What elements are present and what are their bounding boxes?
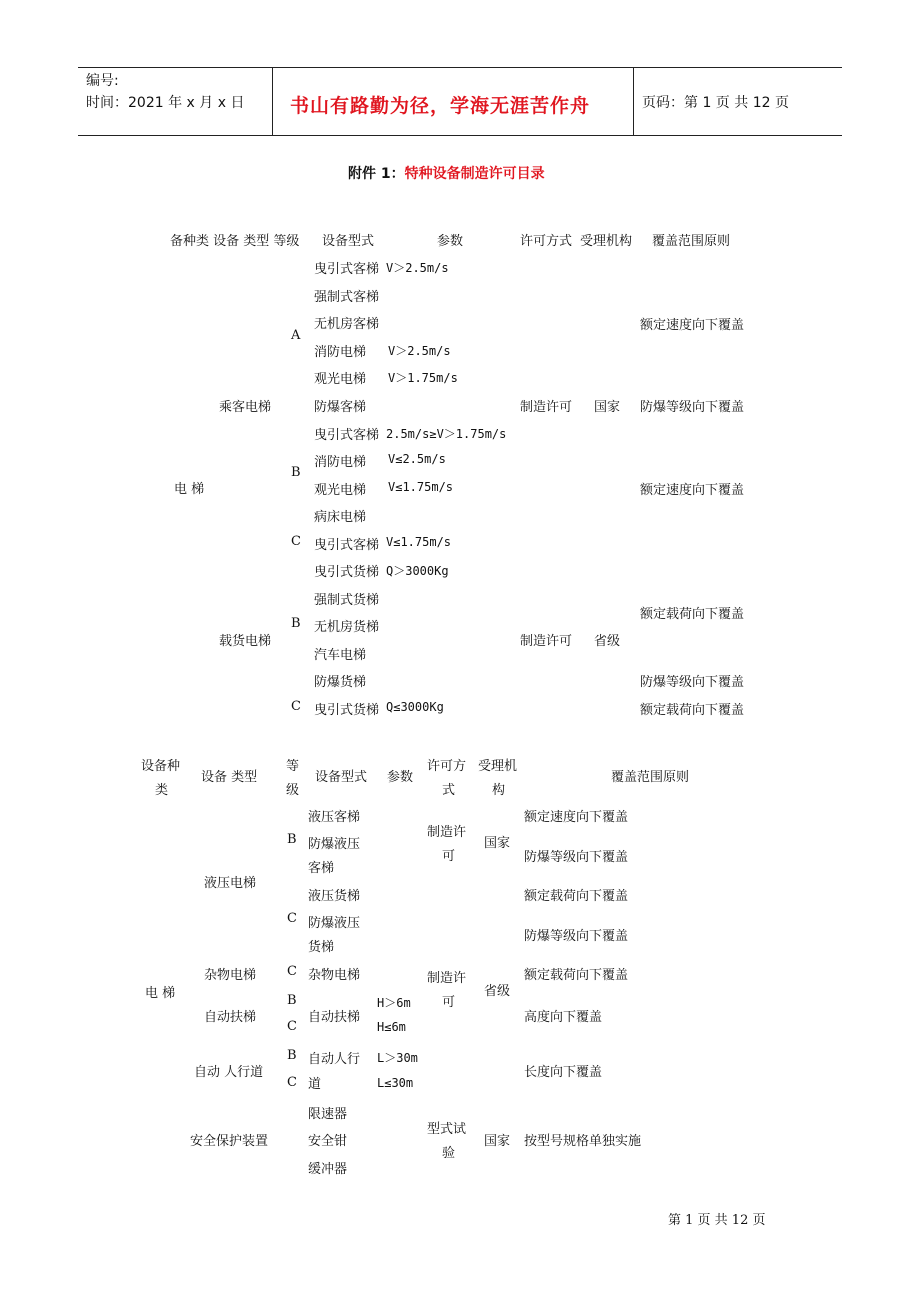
hydraulic-grade-c: C [287, 911, 297, 926]
passenger-cover: 防爆等级向下覆盖 [640, 400, 745, 415]
hydraulic-form: 液压货梯 [308, 889, 361, 904]
passenger-form-row: 消防电梯 [314, 345, 367, 360]
escalator-cover: 高度向下覆盖 [524, 1010, 603, 1025]
hydraulic-agency: 国家 [484, 836, 511, 851]
passenger-param-row: V≤1.75m/s [386, 535, 452, 549]
table2-header-grade: 等 [286, 759, 300, 774]
passenger-grade-c: C [291, 534, 301, 549]
passenger-form-row: 曳引式客梯 [314, 262, 380, 277]
passenger-param-row: V≤2.5m/s [388, 452, 446, 466]
table2-header-license: 许可方 [427, 759, 467, 774]
passenger-param-row: V＞2.5m/s [386, 261, 449, 275]
freight-form-row: 曳引式货梯 [314, 703, 380, 718]
table1-header-category-type-grade: 备种类 设备 类型 等级 [170, 234, 300, 249]
walkway-cover: 长度向下覆盖 [524, 1065, 603, 1080]
shared-license: 可 [442, 995, 456, 1010]
hydraulic-form: 液压客梯 [308, 810, 361, 825]
safety-device-form: 安全钳 [308, 1134, 348, 1149]
table2-header-agency: 受理机 [478, 759, 518, 774]
table1-header-license: 许可方式 [520, 234, 573, 249]
passenger-agency: 国家 [594, 400, 621, 415]
passenger-license: 制造许可 [520, 400, 573, 415]
walkway-param-b: L＞30m [377, 1051, 418, 1065]
freight-grade-b: B [291, 616, 301, 631]
freight-form-row: 汽车电梯 [314, 648, 367, 663]
table2-header-agency: 构 [492, 783, 506, 798]
walkway-param-c: L≤30m [377, 1076, 414, 1090]
safety-device-type: 安全保护装置 [190, 1134, 269, 1149]
walkway-grade-c: C [287, 1075, 297, 1090]
safety-cover: 按型号规格单独实施 [524, 1134, 642, 1149]
freight-agency: 省级 [594, 634, 621, 649]
passenger-form-row: 曳引式客梯 [314, 538, 380, 553]
escalator-param-c: H≤6m [377, 1020, 406, 1034]
hydraulic-form: 防爆液压 [308, 837, 361, 852]
passenger-form-row: 消防电梯 [314, 455, 367, 470]
table2-header-type: 设备 类型 [201, 770, 258, 785]
header-divider-left [272, 67, 273, 135]
passenger-form-row: 观光电梯 [314, 372, 367, 387]
freight-form-row: 防爆货梯 [314, 675, 367, 690]
header-bottom-rule [78, 135, 842, 136]
passenger-grade-a: A [291, 328, 301, 343]
hydraulic-elevator-type: 液压电梯 [204, 876, 257, 891]
walkway-grade-b: B [287, 1048, 297, 1063]
title-main: 特种设备制造许可目录 [404, 166, 545, 182]
passenger-param-row: V＞1.75m/s [388, 371, 458, 385]
hydraulic-grade-b: B [287, 832, 297, 847]
passenger-param-row: V≤1.75m/s [388, 480, 454, 494]
safety-agency: 国家 [484, 1134, 511, 1149]
safety-device-form: 限速器 [308, 1107, 348, 1122]
passenger-elevator-type: 乘客电梯 [219, 400, 272, 415]
dumbwaiter-cover: 额定载荷向下覆盖 [524, 968, 629, 983]
header-page-label: 页码：第 1 页 共 12 页 [642, 95, 789, 111]
freight-param-row: Q≤3000Kg [386, 700, 444, 714]
walkway-form: 自动人行 [308, 1052, 361, 1067]
escalator-type: 自动扶梯 [204, 1010, 257, 1025]
escalator-param-b: H＞6m [377, 996, 411, 1010]
passenger-param-row: V＞2.5m/s [388, 344, 451, 358]
passenger-form-row: 无机房客梯 [314, 317, 380, 332]
walkway-form: 道 [308, 1077, 322, 1092]
hydraulic-cover: 防爆等级向下覆盖 [524, 850, 629, 865]
passenger-form-row: 曳引式客梯 [314, 428, 380, 443]
safety-device-form: 缓冲器 [308, 1162, 348, 1177]
freight-param-row: Q＞3000Kg [386, 564, 449, 578]
shared-agency: 省级 [484, 984, 511, 999]
hydraulic-form: 货梯 [308, 940, 335, 955]
table1-header-form: 设备型式 [322, 234, 375, 249]
header-divider-right [633, 67, 634, 135]
header-motto: 书山有路勤为径，学海无涯苦作舟 [290, 95, 591, 117]
table2-header-grade: 级 [286, 783, 300, 798]
escalator-form: 自动扶梯 [308, 1010, 361, 1025]
dumbwaiter-type: 杂物电梯 [204, 968, 257, 983]
document-number-label: 编号: [86, 73, 119, 89]
freight-form-row: 强制式货梯 [314, 593, 380, 608]
hydraulic-cover: 额定载荷向下覆盖 [524, 889, 629, 904]
freight-cover: 额定载荷向下覆盖 [640, 607, 745, 622]
table2-header-license: 式 [442, 783, 456, 798]
passenger-form-row: 病床电梯 [314, 510, 367, 525]
hydraulic-cover: 防爆等级向下覆盖 [524, 929, 629, 944]
passenger-form-row: 强制式客梯 [314, 290, 380, 305]
passenger-param-row: 2.5m/s≥V＞1.75m/s [386, 427, 507, 441]
table2-header-category: 类 [155, 783, 169, 798]
walkway-type: 自动 人行道 [194, 1065, 264, 1080]
passenger-form-row: 观光电梯 [314, 483, 367, 498]
freight-form-row: 曳引式货梯 [314, 565, 380, 580]
dumbwaiter-form: 杂物电梯 [308, 968, 361, 983]
freight-grade-c: C [291, 699, 301, 714]
hydraulic-license: 可 [442, 849, 456, 864]
hydraulic-form: 防爆液压 [308, 916, 361, 931]
safety-license: 型式试 [427, 1122, 467, 1137]
table1-header-agency: 受理机构 [580, 234, 633, 249]
table2-header-form: 设备型式 [315, 770, 368, 785]
freight-license: 制造许可 [520, 634, 573, 649]
document-date-label: 时间：2021 年 x 月 x 日 [86, 95, 245, 111]
escalator-grade-b: B [287, 993, 297, 1008]
table1-header-param: 参数 [437, 234, 464, 249]
shared-license: 制造许 [427, 971, 467, 986]
table2-header-category: 设备种 [141, 759, 181, 774]
hydraulic-form: 客梯 [308, 861, 335, 876]
table2-category: 电 梯 [145, 986, 176, 1001]
passenger-cover: 额定速度向下覆盖 [640, 318, 745, 333]
dumbwaiter-grade: C [287, 964, 297, 979]
hydraulic-license: 制造许 [427, 825, 467, 840]
header-top-rule [78, 67, 842, 68]
freight-cover: 额定载荷向下覆盖 [640, 703, 745, 718]
safety-license: 验 [442, 1146, 456, 1161]
page-footer: 第 1 页 共 12 页 [668, 1213, 766, 1228]
table2-header-cover: 覆盖范围原则 [611, 770, 690, 785]
table1-header-cover: 覆盖范围原则 [652, 234, 731, 249]
table2-header-param: 参数 [387, 770, 414, 785]
passenger-grade-b: B [291, 465, 301, 480]
passenger-form-row: 防爆客梯 [314, 400, 367, 415]
passenger-cover: 额定速度向下覆盖 [640, 483, 745, 498]
title-prefix: 附件 1： [348, 166, 405, 182]
escalator-grade-c: C [287, 1019, 297, 1034]
hydraulic-cover: 额定速度向下覆盖 [524, 810, 629, 825]
table1-category: 电 梯 [174, 482, 205, 497]
freight-form-row: 无机房货梯 [314, 620, 380, 635]
freight-cover: 防爆等级向下覆盖 [640, 675, 745, 690]
freight-elevator-type: 载货电梯 [219, 634, 272, 649]
page-title [348, 163, 545, 183]
